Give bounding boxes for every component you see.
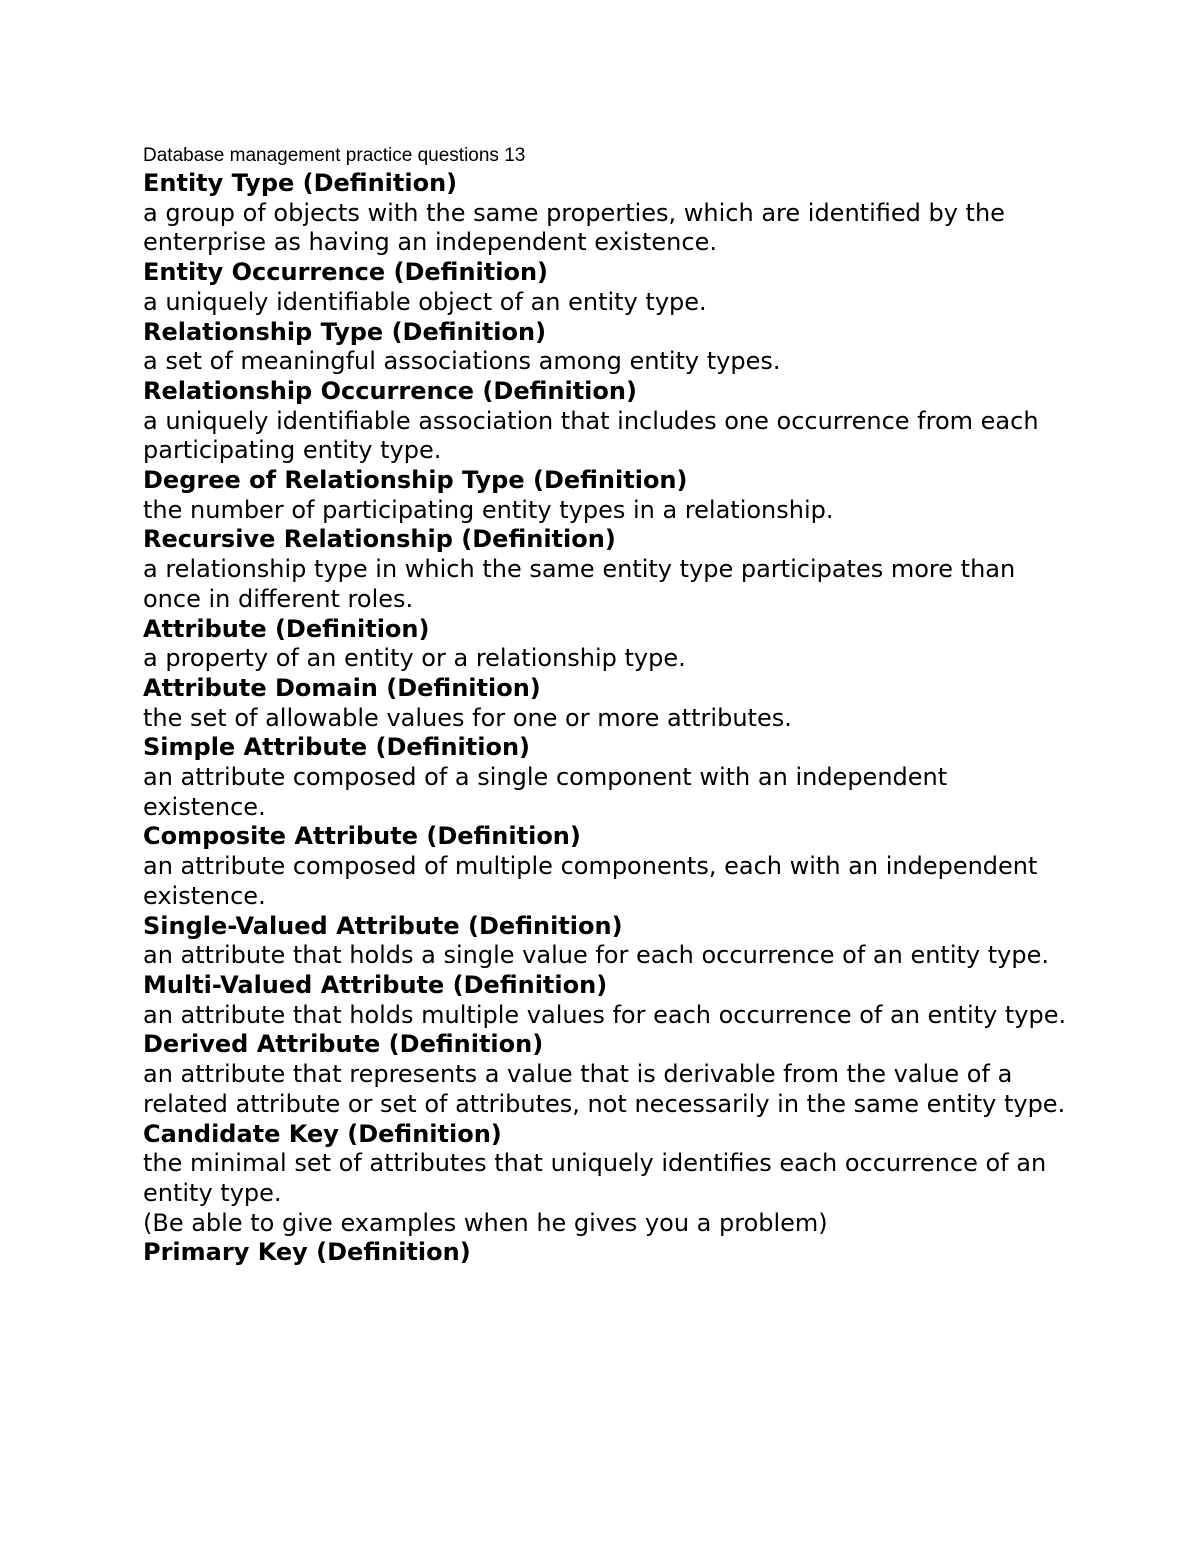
term-definition: a relationship type in which the same entity type participates more than once in different roles.: [143, 555, 1016, 613]
term-definition: an attribute that holds a single value for each occurrence of an entity type.: [143, 941, 1049, 970]
term-heading: Entity Type (Definition): [143, 169, 458, 197]
term-heading: Entity Occurrence (Definition): [143, 258, 548, 287]
term-heading: Single-Valued Attribute (Definition): [143, 911, 623, 940]
term-heading: Multi-Valued Attribute (Definition): [143, 970, 608, 999]
term-definition: the minimal set of attributes that uniquely identifies each occurrence of an entity type.: [143, 1149, 1047, 1207]
document-title: Database management practice questions 13: [143, 145, 526, 166]
term-heading: Attribute (Definition): [143, 614, 430, 643]
term-heading: Degree of Relationship Type (Definition): [143, 466, 688, 495]
term-definition: an attribute that holds multiple values for each occurrence of an entity type.: [143, 1000, 1067, 1029]
term-heading: Simple Attribute (Definition): [143, 733, 531, 762]
term-definition: a uniquely identifiable object of an entity type.: [143, 287, 707, 316]
term-definition: an attribute that represents a value that is derivable from the value of a related attribute or set of attributes, not necessarily in the same entity type.: [143, 1060, 1066, 1118]
term-definition: an attribute composed of multiple components, each with an independent existence.: [143, 852, 1038, 910]
term-heading: Primary Key (Definition): [143, 1238, 471, 1267]
term-heading: Candidate Key (Definition): [143, 1119, 502, 1148]
term-definition: the number of participating entity types in a relationship.: [143, 495, 834, 524]
term-definition: a uniquely identifiable association that includes one occurrence from each participating entity type.: [143, 406, 1039, 465]
term-definition: a group of objects with the same properties, which are identified by the enterprise as having an independent existence.: [143, 198, 1005, 257]
term-definition: an attribute composed of a single component with an independent existence.: [143, 763, 948, 821]
term-heading: Composite Attribute (Definition): [143, 822, 581, 851]
term-heading: Derived Attribute (Definition): [143, 1030, 544, 1059]
term-definition: the set of allowable values for one or more attributes.: [143, 703, 792, 732]
term-heading: Attribute Domain (Definition): [143, 673, 541, 702]
term-definition: a set of meaningful associations among entity types.: [143, 347, 781, 376]
term-heading: Relationship Occurrence (Definition): [143, 376, 637, 405]
term-definition: a property of an entity or a relationship type.: [143, 644, 686, 673]
document-body: [143, 143, 1073, 1268]
term-heading: Relationship Type (Definition): [143, 317, 547, 346]
study-note: (Be able to give examples when he gives you a problem): [143, 1208, 828, 1237]
term-heading: Recursive Relationship (Definition): [143, 525, 616, 554]
